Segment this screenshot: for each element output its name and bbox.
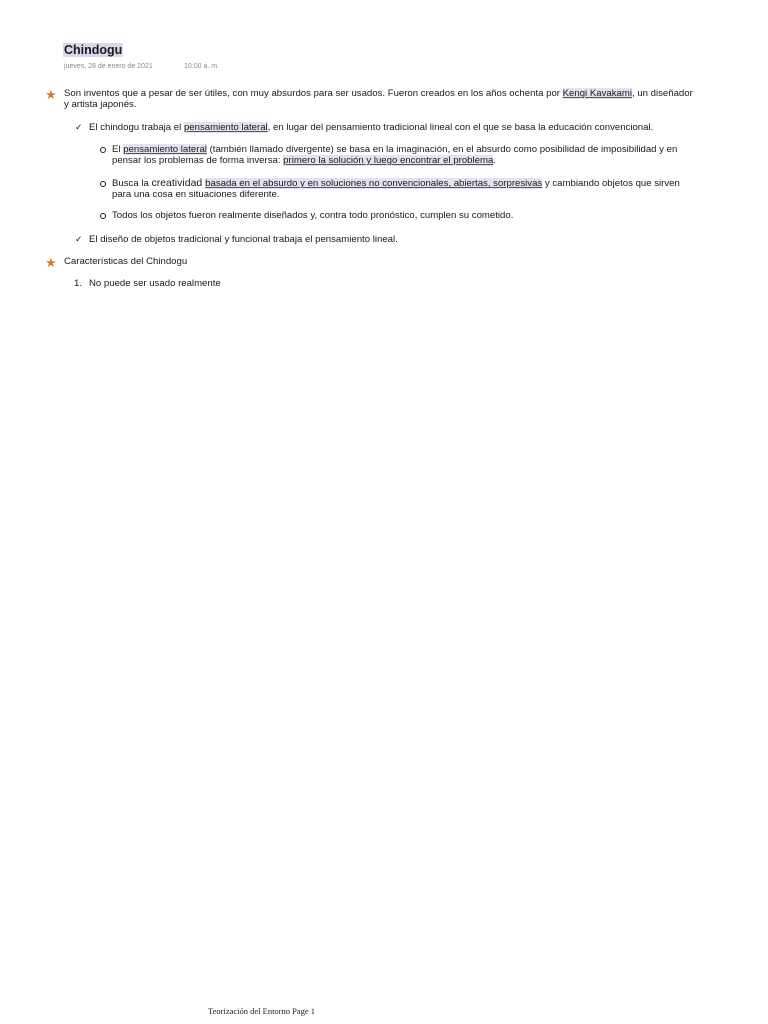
- text-span: y cambiando objetos que sirven: [542, 178, 680, 189]
- highlight-kengi: Kengi Kavakami: [562, 88, 632, 99]
- highlight-pensamiento-lateral: pensamiento lateral: [183, 122, 268, 133]
- text-span: creatividad: [151, 177, 206, 189]
- highlight-absurdo: basada en el absurdo y en soluciones no convencionales, abiertas, sorpresivas: [205, 178, 543, 189]
- paragraph-caracteristicas: Características del Chindogu: [64, 256, 188, 267]
- star-icon: ★: [45, 87, 57, 102]
- check-item-lineal: El diseño de objetos tradicional y funcional trabaja el pensamiento lineal.: [89, 234, 398, 245]
- bullet-item-lateral-line2: [112, 155, 496, 166]
- star-icon: ★: [45, 255, 57, 270]
- bullet-icon: [100, 181, 106, 187]
- paragraph-intro-line2: y artista japonés.: [64, 99, 137, 110]
- check-icon: ✓: [75, 122, 83, 132]
- bullet-icon: [100, 147, 106, 153]
- numbered-item-1: No puede ser usado realmente: [89, 278, 221, 289]
- check-icon: ✓: [75, 234, 83, 244]
- bullet-item-creatividad: [112, 178, 680, 189]
- paragraph-intro: [64, 88, 693, 99]
- page-footer: Teorización del Entorno Page 1: [208, 1006, 316, 1016]
- text-span: .: [493, 155, 496, 166]
- bullet-icon: [100, 213, 106, 219]
- note-date: jueves, 28 de enero de 2021: [64, 63, 153, 70]
- text-span: , en lugar del pensamiento tradicional lineal con el que se basa la educación convencional.: [267, 122, 654, 133]
- highlight-solucion: primero la solución y luego encontrar el problema: [283, 155, 494, 166]
- bullet-item-lateral: [112, 144, 677, 155]
- text-span: El chindogu trabaja el: [89, 122, 184, 133]
- bullet-item-objetos: Todos los objetos fueron realmente diseñados y, contra todo pronóstico, cumplen su cometido.: [112, 210, 514, 221]
- text-span: El: [112, 144, 124, 155]
- bullet-item-creatividad-line2: para una cosa en situaciones diferente.: [112, 189, 280, 200]
- text-span: (también llamado divergente) se basa en la imaginación, en el absurdo como posibilidad de imposibilidad y en: [206, 144, 678, 155]
- note-time: 10:00 a. m.: [184, 63, 220, 70]
- list-number: 1.: [74, 278, 83, 289]
- text-span: Busca la: [112, 178, 152, 189]
- highlight-pensamiento-lateral-2: pensamiento lateral: [123, 144, 207, 155]
- text-span: , un diseñador: [631, 88, 693, 99]
- text-span: pensar los problemas de forma inversa:: [112, 155, 284, 166]
- check-item-lateral: [89, 122, 653, 133]
- text-span: Son inventos que a pesar de ser útiles, con muy absurdos para ser usados. Fueron creados en los años ochenta por: [64, 88, 563, 99]
- page-title: Chindogu: [64, 43, 123, 57]
